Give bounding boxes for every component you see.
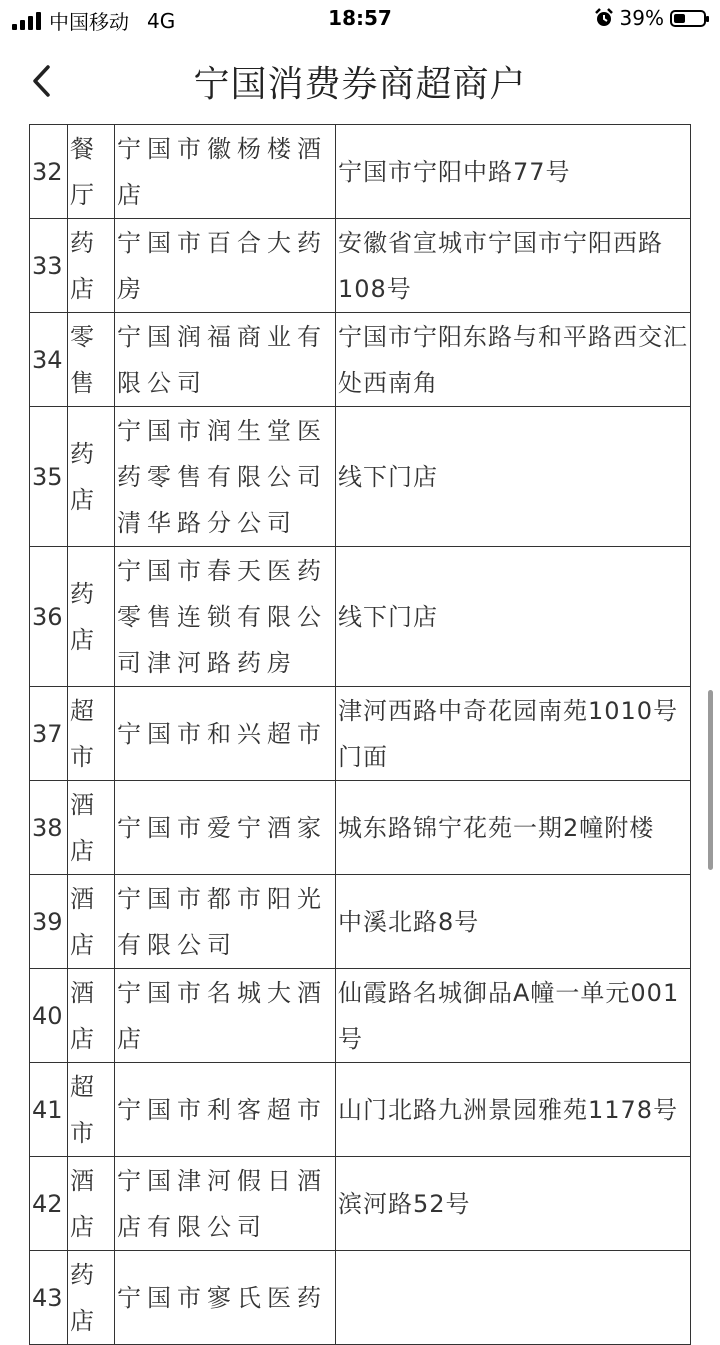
alarm-icon — [594, 8, 614, 28]
row-number: 34 — [30, 313, 68, 407]
row-number: 39 — [30, 875, 68, 969]
row-category: 超市 — [68, 687, 115, 781]
row-number: 35 — [30, 407, 68, 547]
row-category: 酒店 — [68, 875, 115, 969]
table-row — [30, 969, 691, 1063]
row-address: 宁国市宁阳中路77号 — [336, 125, 691, 219]
row-merchant-name: 宁国市润生堂医药零售有限公司清华路分公司 — [115, 407, 336, 547]
battery-fill — [674, 14, 685, 23]
row-number: 40 — [30, 969, 68, 1063]
row-number: 36 — [30, 547, 68, 687]
row-merchant-name: 宁国市徽杨楼酒店 — [115, 125, 336, 219]
row-address — [336, 1251, 691, 1345]
row-category: 超市 — [68, 1063, 115, 1157]
row-address: 线下门店 — [336, 547, 691, 687]
row-number: 37 — [30, 687, 68, 781]
table-row — [30, 1251, 691, 1345]
row-category: 药店 — [68, 547, 115, 687]
row-address: 中溪北路8号 — [336, 875, 691, 969]
status-time: 18:57 — [328, 6, 392, 30]
row-merchant-name: 宁国市都市阳光有限公司 — [115, 875, 336, 969]
row-merchant-name: 宁国市百合大药房 — [115, 219, 336, 313]
table-row — [30, 407, 691, 547]
row-address: 安徽省宣城市宁国市宁阳西路108号 — [336, 219, 691, 313]
row-category: 零售 — [68, 313, 115, 407]
row-address: 仙霞路名城御品A幢一单元001号 — [336, 969, 691, 1063]
status-bar — [0, 0, 720, 40]
scrollbar[interactable] — [708, 690, 713, 870]
row-merchant-name: 宁国市寥氏医药 — [115, 1251, 336, 1345]
table-row — [30, 547, 691, 687]
row-merchant-name: 宁国市春天医药零售连锁有限公司津河路药房 — [115, 547, 336, 687]
table-row — [30, 1157, 691, 1251]
row-number: 42 — [30, 1157, 68, 1251]
carrier-label: 中国移动 — [49, 10, 129, 34]
network-label: 4G — [147, 8, 176, 33]
table-row — [30, 781, 691, 875]
row-number: 43 — [30, 1251, 68, 1345]
row-address: 线下门店 — [336, 407, 691, 547]
row-number: 33 — [30, 219, 68, 313]
row-address: 城东路锦宁花苑一期2幢附楼 — [336, 781, 691, 875]
row-category: 酒店 — [68, 969, 115, 1063]
row-category: 药店 — [68, 407, 115, 547]
row-category: 酒店 — [68, 1157, 115, 1251]
row-category: 药店 — [68, 219, 115, 313]
status-right — [594, 6, 706, 30]
battery-icon — [670, 10, 706, 27]
table-row — [30, 687, 691, 781]
row-number: 32 — [30, 125, 68, 219]
table-row — [30, 219, 691, 313]
row-category: 药店 — [68, 1251, 115, 1345]
row-category: 酒店 — [68, 781, 115, 875]
row-address: 津河西路中奇花园南苑1010号门面 — [336, 687, 691, 781]
table-row — [30, 875, 691, 969]
table-row — [30, 125, 691, 219]
row-address: 山门北路九洲景园雅苑1178号 — [336, 1063, 691, 1157]
merchant-table — [29, 124, 691, 1345]
row-merchant-name: 宁国市爱宁酒家 — [115, 781, 336, 875]
row-address: 滨河路52号 — [336, 1157, 691, 1251]
table-row — [30, 313, 691, 407]
row-number: 41 — [30, 1063, 68, 1157]
merchant-table-body — [30, 125, 691, 1345]
row-address: 宁国市宁阳东路与和平路西交汇处西南角 — [336, 313, 691, 407]
merchant-table-container — [29, 124, 691, 1335]
row-merchant-name: 宁国津河假日酒店有限公司 — [115, 1157, 336, 1251]
battery-percent: 39% — [619, 6, 664, 30]
row-merchant-name: 宁国市利客超市 — [115, 1063, 336, 1157]
row-number: 38 — [30, 781, 68, 875]
row-merchant-name: 宁国市名城大酒店 — [115, 969, 336, 1063]
row-merchant-name: 宁国市和兴超市 — [115, 687, 336, 781]
row-category: 餐厅 — [68, 125, 115, 219]
row-merchant-name: 宁国润福商业有限公司 — [115, 313, 336, 407]
table-row — [30, 1063, 691, 1157]
page-title: 宁国消费券商超商户 — [193, 64, 527, 105]
nav-bar — [0, 40, 720, 124]
